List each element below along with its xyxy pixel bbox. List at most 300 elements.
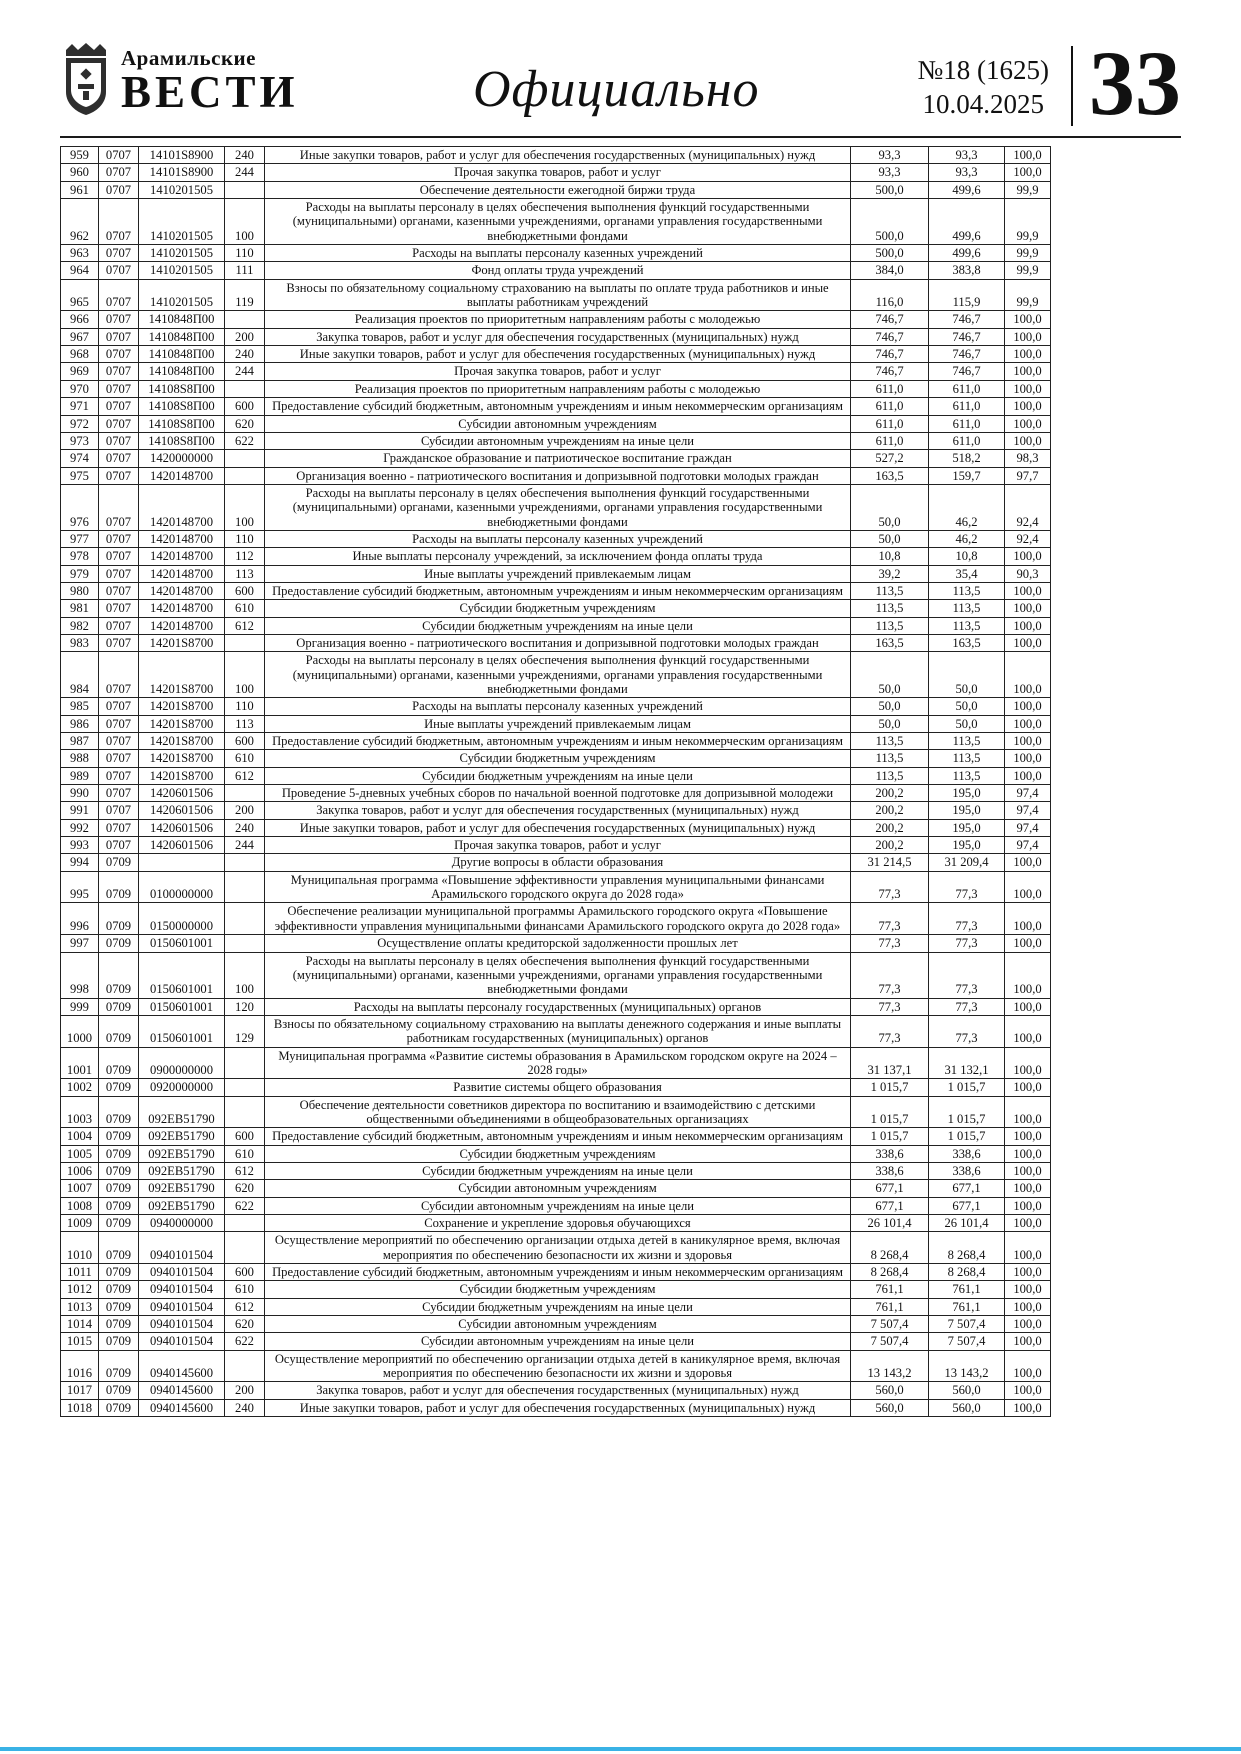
table-row bbox=[61, 1015, 1051, 1047]
cell-sec: 0707 bbox=[99, 164, 139, 181]
cell-desc: Предоставление субсидий бюджетным, автономным учреждениям и иным некоммерческим организациям bbox=[265, 582, 851, 599]
cell-n: 979 bbox=[61, 565, 99, 582]
cell-sec: 0709 bbox=[99, 998, 139, 1015]
cell-sec: 0709 bbox=[99, 1047, 139, 1079]
cell-plan: 560,0 bbox=[851, 1399, 929, 1416]
cell-plan: 50,0 bbox=[851, 530, 929, 547]
cell-code: 0940101504 bbox=[139, 1316, 225, 1333]
cell-fact: 383,8 bbox=[929, 262, 1005, 279]
cell-sec: 0707 bbox=[99, 548, 139, 565]
cell-plan: 761,1 bbox=[851, 1298, 929, 1315]
cell-plan: 116,0 bbox=[851, 279, 929, 311]
cell-plan: 384,0 bbox=[851, 262, 929, 279]
cell-fact: 7 507,4 bbox=[929, 1333, 1005, 1350]
cell-plan: 500,0 bbox=[851, 199, 929, 245]
cell-sec: 0709 bbox=[99, 1232, 139, 1264]
cell-n: 1015 bbox=[61, 1333, 99, 1350]
cell-code: 1420601506 bbox=[139, 837, 225, 854]
cell-fact: 611,0 bbox=[929, 380, 1005, 397]
cell-code: 1410201505 bbox=[139, 279, 225, 311]
table-row bbox=[61, 1180, 1051, 1197]
cell-pct: 100,0 bbox=[1005, 1333, 1051, 1350]
cell-code: 0940101504 bbox=[139, 1298, 225, 1315]
cell-fact: 31 132,1 bbox=[929, 1047, 1005, 1079]
table-row bbox=[61, 767, 1051, 784]
cell-plan: 113,5 bbox=[851, 617, 929, 634]
cell-pct: 100,0 bbox=[1005, 1047, 1051, 1079]
cell-n: 1008 bbox=[61, 1197, 99, 1214]
table-row bbox=[61, 1215, 1051, 1232]
cell-pct: 100,0 bbox=[1005, 147, 1051, 164]
cell-plan: 527,2 bbox=[851, 450, 929, 467]
cell-fact: 195,0 bbox=[929, 819, 1005, 836]
cell-n: 995 bbox=[61, 871, 99, 903]
cell-sec: 0707 bbox=[99, 328, 139, 345]
cell-sec: 0707 bbox=[99, 380, 139, 397]
cell-code: 0150601001 bbox=[139, 1015, 225, 1047]
cell-desc: Фонд оплаты труда учреждений bbox=[265, 262, 851, 279]
cell-typ: 610 bbox=[225, 1281, 265, 1298]
cell-desc: Расходы на выплаты персоналу в целях обеспечения выполнения функций государственными (муниципальными) органами, казенными учреждениями, органами управления государственными внебюджетными фондами bbox=[265, 952, 851, 998]
cell-sec: 0707 bbox=[99, 311, 139, 328]
table-row bbox=[61, 530, 1051, 547]
cell-desc: Гражданское образование и патриотическое воспитание граждан bbox=[265, 450, 851, 467]
table-row bbox=[61, 819, 1051, 836]
cell-sec: 0707 bbox=[99, 147, 139, 164]
cell-pct: 100,0 bbox=[1005, 1232, 1051, 1264]
cell-fact: 499,6 bbox=[929, 245, 1005, 262]
budget-table-body bbox=[61, 147, 1051, 1417]
cell-plan: 50,0 bbox=[851, 652, 929, 698]
cell-pct: 100,0 bbox=[1005, 582, 1051, 599]
cell-sec: 0707 bbox=[99, 181, 139, 198]
cell-typ bbox=[225, 380, 265, 397]
cell-sec: 0707 bbox=[99, 600, 139, 617]
cell-pct: 100,0 bbox=[1005, 698, 1051, 715]
cell-code: 0150601001 bbox=[139, 935, 225, 952]
cell-plan: 31 214,5 bbox=[851, 854, 929, 871]
cell-typ bbox=[225, 1079, 265, 1096]
cell-pct: 99,9 bbox=[1005, 279, 1051, 311]
cell-typ: 200 bbox=[225, 328, 265, 345]
cell-n: 994 bbox=[61, 854, 99, 871]
cell-pct: 100,0 bbox=[1005, 1096, 1051, 1128]
cell-sec: 0709 bbox=[99, 1096, 139, 1128]
table-row bbox=[61, 467, 1051, 484]
cell-typ: 100 bbox=[225, 484, 265, 530]
cell-desc: Муниципальная программа «Повышение эффективности управления муниципальными финансами Арамильского городского округа до 2028 года» bbox=[265, 871, 851, 903]
header-rule bbox=[60, 136, 1181, 138]
table-row bbox=[61, 1232, 1051, 1264]
cell-typ: 240 bbox=[225, 1399, 265, 1416]
cell-sec: 0707 bbox=[99, 652, 139, 698]
cell-sec: 0707 bbox=[99, 802, 139, 819]
table-row bbox=[61, 245, 1051, 262]
cell-typ bbox=[225, 935, 265, 952]
cell-code: 092EB51790 bbox=[139, 1162, 225, 1179]
cell-sec: 0709 bbox=[99, 1145, 139, 1162]
cell-n: 961 bbox=[61, 181, 99, 198]
cell-typ: 200 bbox=[225, 802, 265, 819]
newspaper-logo bbox=[60, 42, 315, 116]
cell-n: 981 bbox=[61, 600, 99, 617]
cell-desc: Субсидии автономным учреждениям bbox=[265, 415, 851, 432]
cell-fact: 499,6 bbox=[929, 199, 1005, 245]
cell-fact: 8 268,4 bbox=[929, 1264, 1005, 1281]
cell-plan: 338,6 bbox=[851, 1145, 929, 1162]
cell-sec: 0707 bbox=[99, 715, 139, 732]
cell-sec: 0707 bbox=[99, 634, 139, 651]
cell-pct: 100,0 bbox=[1005, 1079, 1051, 1096]
cell-n: 1003 bbox=[61, 1096, 99, 1128]
cell-desc: Субсидии бюджетным учреждениям на иные цели bbox=[265, 767, 851, 784]
cell-code: 14108S8П00 bbox=[139, 380, 225, 397]
cell-pct: 100,0 bbox=[1005, 871, 1051, 903]
cell-code: 0150000000 bbox=[139, 903, 225, 935]
cell-typ: 600 bbox=[225, 1128, 265, 1145]
cell-fact: 195,0 bbox=[929, 837, 1005, 854]
cell-desc: Организация военно - патриотического воспитания и допризывной подготовки молодых граждан bbox=[265, 634, 851, 651]
table-row bbox=[61, 181, 1051, 198]
cell-desc: Прочая закупка товаров, работ и услуг bbox=[265, 164, 851, 181]
cell-pct: 100,0 bbox=[1005, 1298, 1051, 1315]
cell-code: 0100000000 bbox=[139, 871, 225, 903]
table-row bbox=[61, 1281, 1051, 1298]
cell-pct: 100,0 bbox=[1005, 1350, 1051, 1382]
cell-pct: 100,0 bbox=[1005, 1316, 1051, 1333]
cell-desc: Расходы на выплаты персоналу в целях обеспечения выполнения функций государственными (муниципальными) органами, казенными учреждениями, органами управления государственными внебюджетными фондами bbox=[265, 484, 851, 530]
cell-fact: 611,0 bbox=[929, 398, 1005, 415]
cell-desc: Проведение 5-дневных учебных сборов по начальной военной подготовке для допризывной молодежи bbox=[265, 785, 851, 802]
brand-name bbox=[121, 42, 299, 117]
cell-sec: 0709 bbox=[99, 1180, 139, 1197]
cell-code: 1420601506 bbox=[139, 785, 225, 802]
cell-fact: 761,1 bbox=[929, 1281, 1005, 1298]
cell-sec: 0707 bbox=[99, 262, 139, 279]
cell-n: 960 bbox=[61, 164, 99, 181]
cell-desc: Закупка товаров, работ и услуг для обеспечения государственных (муниципальных) нужд bbox=[265, 802, 851, 819]
cell-plan: 77,3 bbox=[851, 935, 929, 952]
cell-desc: Муниципальная программа «Развитие системы образования в Арамильском городском округе на 2024 – 2028 годы» bbox=[265, 1047, 851, 1079]
cell-plan: 8 268,4 bbox=[851, 1232, 929, 1264]
cell-code: 1420148700 bbox=[139, 530, 225, 547]
cell-plan: 200,2 bbox=[851, 819, 929, 836]
cell-n: 963 bbox=[61, 245, 99, 262]
cell-sec: 0709 bbox=[99, 1197, 139, 1214]
cell-pct: 100,0 bbox=[1005, 1197, 1051, 1214]
cell-desc: Реализация проектов по приоритетным направлениям работы с молодежью bbox=[265, 311, 851, 328]
table-row bbox=[61, 565, 1051, 582]
cell-pct: 100,0 bbox=[1005, 1162, 1051, 1179]
cell-plan: 338,6 bbox=[851, 1162, 929, 1179]
cell-typ bbox=[225, 1215, 265, 1232]
issue-block bbox=[918, 42, 1050, 122]
cell-desc: Обеспечение реализации муниципальной программы Арамильского городского округа «Повышение эффективности управления муниципальными финансами Арамильского городского округа до 2028 года» bbox=[265, 903, 851, 935]
cell-desc: Иные закупки товаров, работ и услуг для обеспечения государственных (муниципальных) нужд bbox=[265, 819, 851, 836]
cell-sec: 0709 bbox=[99, 1162, 139, 1179]
cell-code: 14101S8900 bbox=[139, 164, 225, 181]
cell-desc: Субсидии бюджетным учреждениям bbox=[265, 1281, 851, 1298]
cell-plan: 113,5 bbox=[851, 582, 929, 599]
cell-typ: 612 bbox=[225, 1162, 265, 1179]
cell-sec: 0707 bbox=[99, 415, 139, 432]
cell-n: 996 bbox=[61, 903, 99, 935]
cell-desc: Предоставление субсидий бюджетным, автономным учреждениям и иным некоммерческим организациям bbox=[265, 1264, 851, 1281]
cell-desc: Закупка товаров, работ и услуг для обеспечения государственных (муниципальных) нужд bbox=[265, 1382, 851, 1399]
cell-desc: Расходы на выплаты персоналу казенных учреждений bbox=[265, 530, 851, 547]
cell-sec: 0707 bbox=[99, 819, 139, 836]
cell-desc: Взносы по обязательному социальному страхованию на выплаты денежного содержания и иные выплаты работникам государственных (муниципальных) органов bbox=[265, 1015, 851, 1047]
cell-code: 1420601506 bbox=[139, 802, 225, 819]
cell-sec: 0707 bbox=[99, 432, 139, 449]
cell-n: 1014 bbox=[61, 1316, 99, 1333]
table-row bbox=[61, 715, 1051, 732]
cell-code bbox=[139, 854, 225, 871]
table-row bbox=[61, 634, 1051, 651]
cell-sec: 0707 bbox=[99, 398, 139, 415]
cell-code: 1420601506 bbox=[139, 819, 225, 836]
cell-pct: 97,4 bbox=[1005, 837, 1051, 854]
cell-typ: 622 bbox=[225, 432, 265, 449]
cell-sec: 0709 bbox=[99, 1399, 139, 1416]
page-number: 33 bbox=[1089, 32, 1181, 134]
cell-plan: 10,8 bbox=[851, 548, 929, 565]
cell-desc: Предоставление субсидий бюджетным, автономным учреждениям и иным некоммерческим организациям bbox=[265, 733, 851, 750]
cell-sec: 0709 bbox=[99, 1264, 139, 1281]
cell-fact: 31 209,4 bbox=[929, 854, 1005, 871]
cell-sec: 0707 bbox=[99, 785, 139, 802]
cell-fact: 338,6 bbox=[929, 1162, 1005, 1179]
cell-typ: 610 bbox=[225, 1145, 265, 1162]
cell-pct: 100,0 bbox=[1005, 548, 1051, 565]
cell-plan: 31 137,1 bbox=[851, 1047, 929, 1079]
cell-typ: 622 bbox=[225, 1197, 265, 1214]
cell-pct: 98,3 bbox=[1005, 450, 1051, 467]
cell-code: 1420148700 bbox=[139, 617, 225, 634]
cell-code: 1420148700 bbox=[139, 565, 225, 582]
cell-plan: 677,1 bbox=[851, 1180, 929, 1197]
cell-n: 1007 bbox=[61, 1180, 99, 1197]
cell-code: 0940145600 bbox=[139, 1350, 225, 1382]
cell-pct: 100,0 bbox=[1005, 1382, 1051, 1399]
cell-plan: 77,3 bbox=[851, 998, 929, 1015]
cell-pct: 100,0 bbox=[1005, 164, 1051, 181]
cell-plan: 50,0 bbox=[851, 715, 929, 732]
cell-typ: 120 bbox=[225, 998, 265, 1015]
table-row bbox=[61, 871, 1051, 903]
cell-fact: 499,6 bbox=[929, 181, 1005, 198]
cell-pct: 100,0 bbox=[1005, 363, 1051, 380]
cell-sec: 0709 bbox=[99, 1015, 139, 1047]
cell-plan: 39,2 bbox=[851, 565, 929, 582]
cell-n: 971 bbox=[61, 398, 99, 415]
cell-desc: Расходы на выплаты персоналу казенных учреждений bbox=[265, 698, 851, 715]
cell-desc: Осуществление мероприятий по обеспечению организации отдыха детей в каникулярное время, включая мероприятия по обеспечению безопасности их жизни и здоровья bbox=[265, 1350, 851, 1382]
cell-typ: 113 bbox=[225, 715, 265, 732]
cell-sec: 0709 bbox=[99, 1316, 139, 1333]
cell-pct: 99,9 bbox=[1005, 199, 1051, 245]
brand-bottom-label: ВЕСТИ bbox=[121, 67, 299, 117]
cell-desc: Другие вопросы в области образования bbox=[265, 854, 851, 871]
cell-typ bbox=[225, 467, 265, 484]
cell-pct: 100,0 bbox=[1005, 617, 1051, 634]
cell-plan: 746,7 bbox=[851, 363, 929, 380]
table-row bbox=[61, 548, 1051, 565]
table-row bbox=[61, 1350, 1051, 1382]
cell-n: 983 bbox=[61, 634, 99, 651]
table-row bbox=[61, 484, 1051, 530]
table-row bbox=[61, 903, 1051, 935]
table-row bbox=[61, 733, 1051, 750]
cell-fact: 611,0 bbox=[929, 415, 1005, 432]
cell-code: 0920000000 bbox=[139, 1079, 225, 1096]
cell-sec: 0709 bbox=[99, 1281, 139, 1298]
cell-fact: 761,1 bbox=[929, 1298, 1005, 1315]
cell-code: 0940145600 bbox=[139, 1399, 225, 1416]
cell-pct: 100,0 bbox=[1005, 600, 1051, 617]
cell-sec: 0707 bbox=[99, 733, 139, 750]
cell-pct: 100,0 bbox=[1005, 432, 1051, 449]
cell-typ bbox=[225, 1232, 265, 1264]
cell-code: 0940101504 bbox=[139, 1281, 225, 1298]
table-row bbox=[61, 854, 1051, 871]
cell-desc: Расходы на выплаты персоналу государственных (муниципальных) органов bbox=[265, 998, 851, 1015]
cell-sec: 0709 bbox=[99, 871, 139, 903]
cell-fact: 746,7 bbox=[929, 346, 1005, 363]
cell-typ: 612 bbox=[225, 767, 265, 784]
cell-code: 0940101504 bbox=[139, 1232, 225, 1264]
cell-code: 092EB51790 bbox=[139, 1180, 225, 1197]
cell-desc: Сохранение и укрепление здоровья обучающихся bbox=[265, 1215, 851, 1232]
cell-code: 14101S8900 bbox=[139, 147, 225, 164]
cell-n: 984 bbox=[61, 652, 99, 698]
cell-plan: 93,3 bbox=[851, 164, 929, 181]
cell-fact: 50,0 bbox=[929, 698, 1005, 715]
cell-plan: 13 143,2 bbox=[851, 1350, 929, 1382]
cell-code: 1420148700 bbox=[139, 467, 225, 484]
cell-pct: 100,0 bbox=[1005, 1015, 1051, 1047]
cell-code: 1410201505 bbox=[139, 245, 225, 262]
cell-desc: Субсидии автономным учреждениям на иные цели bbox=[265, 1333, 851, 1350]
cell-typ: 610 bbox=[225, 750, 265, 767]
cell-n: 998 bbox=[61, 952, 99, 998]
cell-sec: 0709 bbox=[99, 952, 139, 998]
cell-fact: 50,0 bbox=[929, 715, 1005, 732]
table-row bbox=[61, 346, 1051, 363]
cell-desc: Иные выплаты персоналу учреждений, за исключением фонда оплаты труда bbox=[265, 548, 851, 565]
cell-plan: 611,0 bbox=[851, 432, 929, 449]
cell-pct: 100,0 bbox=[1005, 1215, 1051, 1232]
cell-n: 1006 bbox=[61, 1162, 99, 1179]
cell-pct: 100,0 bbox=[1005, 398, 1051, 415]
cell-typ: 600 bbox=[225, 733, 265, 750]
issue-number: №18 (1625) bbox=[917, 55, 1049, 85]
cell-n: 999 bbox=[61, 998, 99, 1015]
cell-desc: Субсидии автономным учреждениям на иные цели bbox=[265, 432, 851, 449]
cell-n: 1010 bbox=[61, 1232, 99, 1264]
cell-pct: 100,0 bbox=[1005, 415, 1051, 432]
cell-code: 092EB51790 bbox=[139, 1197, 225, 1214]
section-title: Официально bbox=[472, 61, 760, 118]
cell-fact: 518,2 bbox=[929, 450, 1005, 467]
table-row bbox=[61, 617, 1051, 634]
cell-desc: Иные выплаты учреждений привлекаемым лицам bbox=[265, 715, 851, 732]
table-row bbox=[61, 1264, 1051, 1281]
table-row bbox=[61, 750, 1051, 767]
cell-sec: 0709 bbox=[99, 935, 139, 952]
cell-plan: 7 507,4 bbox=[851, 1333, 929, 1350]
cell-pct: 100,0 bbox=[1005, 1399, 1051, 1416]
cell-sec: 0707 bbox=[99, 530, 139, 547]
cell-pct: 92,4 bbox=[1005, 530, 1051, 547]
table-row bbox=[61, 1079, 1051, 1096]
table-row bbox=[61, 802, 1051, 819]
cell-plan: 200,2 bbox=[851, 837, 929, 854]
cell-desc: Субсидии бюджетным учреждениям bbox=[265, 1145, 851, 1162]
cell-code: 1420000000 bbox=[139, 450, 225, 467]
cell-pct: 100,0 bbox=[1005, 328, 1051, 345]
cell-fact: 1 015,7 bbox=[929, 1096, 1005, 1128]
cell-fact: 77,3 bbox=[929, 1015, 1005, 1047]
cell-n: 977 bbox=[61, 530, 99, 547]
table-row bbox=[61, 1333, 1051, 1350]
cell-typ: 600 bbox=[225, 398, 265, 415]
cell-pct: 100,0 bbox=[1005, 952, 1051, 998]
cell-plan: 77,3 bbox=[851, 952, 929, 998]
cell-n: 976 bbox=[61, 484, 99, 530]
table-row bbox=[61, 328, 1051, 345]
cell-typ: 612 bbox=[225, 617, 265, 634]
cell-plan: 677,1 bbox=[851, 1197, 929, 1214]
cell-n: 1017 bbox=[61, 1382, 99, 1399]
cell-typ: 620 bbox=[225, 1316, 265, 1333]
cell-pct: 99,9 bbox=[1005, 262, 1051, 279]
cell-plan: 163,5 bbox=[851, 467, 929, 484]
cell-pct: 100,0 bbox=[1005, 634, 1051, 651]
cell-typ: 129 bbox=[225, 1015, 265, 1047]
cell-n: 991 bbox=[61, 802, 99, 819]
cell-pct: 97,7 bbox=[1005, 467, 1051, 484]
table-row bbox=[61, 415, 1051, 432]
cell-n: 1009 bbox=[61, 1215, 99, 1232]
cell-n: 959 bbox=[61, 147, 99, 164]
cell-plan: 746,7 bbox=[851, 311, 929, 328]
cell-pct: 100,0 bbox=[1005, 346, 1051, 363]
cell-sec: 0707 bbox=[99, 837, 139, 854]
cell-typ: 244 bbox=[225, 363, 265, 380]
cell-sec: 0709 bbox=[99, 854, 139, 871]
cell-desc: Субсидии автономным учреждениям bbox=[265, 1316, 851, 1333]
cell-fact: 1 015,7 bbox=[929, 1128, 1005, 1145]
table-row bbox=[61, 311, 1051, 328]
table-row bbox=[61, 1197, 1051, 1214]
cell-typ bbox=[225, 634, 265, 651]
cell-code: 14201S8700 bbox=[139, 715, 225, 732]
cell-typ: 610 bbox=[225, 600, 265, 617]
cell-desc: Субсидии бюджетным учреждениям на иные цели bbox=[265, 1298, 851, 1315]
cell-plan: 560,0 bbox=[851, 1382, 929, 1399]
cell-pct: 100,0 bbox=[1005, 935, 1051, 952]
cell-pct: 100,0 bbox=[1005, 750, 1051, 767]
cell-typ: 240 bbox=[225, 346, 265, 363]
table-row bbox=[61, 450, 1051, 467]
cell-typ: 200 bbox=[225, 1382, 265, 1399]
cell-sec: 0707 bbox=[99, 467, 139, 484]
cell-desc: Иные закупки товаров, работ и услуг для обеспечения государственных (муниципальных) нужд bbox=[265, 147, 851, 164]
cell-plan: 50,0 bbox=[851, 698, 929, 715]
cell-desc: Прочая закупка товаров, работ и услуг bbox=[265, 363, 851, 380]
cell-fact: 77,3 bbox=[929, 998, 1005, 1015]
